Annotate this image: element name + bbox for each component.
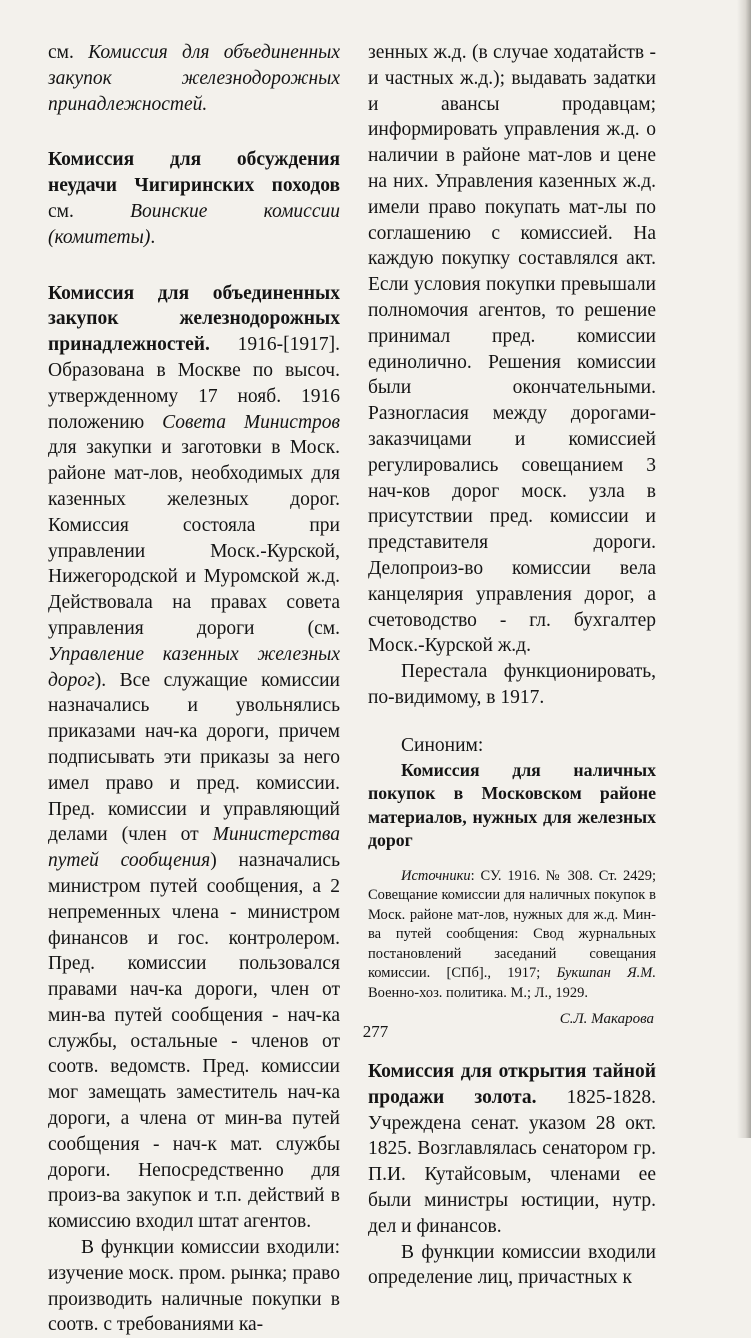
entry-paragraph: В функции комиссии входили определение лиц, причастных к [368,1241,656,1289]
entry-title: Комиссия для обсуждения неудачи Чигиринских походов [48,149,340,197]
sources-author: Букшпан Я.М. [556,965,656,982]
sources-text: : СУ. 1916. № 308. Ст. 2429; Совещание комиссии для наличных покупок в Моск. районе мат-лов, нужных для ж.д. Мин-ва путей сообщения: Свод журнальных постановлений заседаний совещания комиссии. [СПб]., 1917; [368,867,656,982]
entry-text: ) назначались министром путей сообщения, а 2 непременных члена - министром финансов и гос. контролером. Пред. комиссии пользовался правами нач-ка дороги, член от мин-ва путей сообщения - нач-ка службы, остальные - членов от соотв. ведомств. Пред. комиссии мог замещать заместитель нач-ка дороги, а члена от мин-ва путей сообщения - нач-к мат. службы дороги. Непосредственно для произ-ва закупок и т.п. действий в комиссию входил штат агентов. [48,850,340,1233]
entry-text: см. [48,42,89,63]
synonym-label: Синоним: [401,734,484,756]
entry-ref: Министерства путей сообщения [48,824,340,872]
entry-paragraph: В функции комиссии входили: изучение моск. пром. рынка; право производить наличные покупки в соотв. с требованиями ка- [48,1237,340,1336]
entry-text: . [150,226,156,248]
sources-text: Военно-хоз. политика. М.; Л., 1929. [368,984,588,1001]
right-column [368,40,656,1291]
entry-text: для закупки и заготовки в Моск. районе мат-лов, необходимых для казенных железных дорог. Комиссия состояла при управлении Моск.-Курской, Нижегородской и Муромской ж.д. Действовала на правах совета управления дороги (см. [48,437,340,639]
scan-edge-shadow [737,0,751,1138]
entry-see-link: Воинские комиссии (комитеты) [48,200,340,248]
page-number: 277 [362,1022,389,1041]
synonym-title: Комиссия для наличных покупок в Московском районе материалов, нужных для железных дорог [368,759,656,851]
entry-title: Комиссия для объединенных закупок железнодорожных принадлежностей. [48,282,340,356]
entry-gold-sale [368,1059,656,1240]
entry-text: см. [48,200,131,222]
entry-ref: Совета Министров [162,411,340,433]
left-column [48,40,340,1338]
entry-cross-reference [48,40,340,117]
sources-block [368,867,656,1004]
entry-text: 1916-[1917]. Образована в Москве по высоч. утвержденному 17 нояб. 1916 положению [48,334,340,433]
article-author: С.Л. Макарова [559,1011,654,1028]
entry-text: 1825-1828. Учреждена сенат. указом 28 окт. 1825. Возглавлялась сенатором гр. П.И. Кутайсовым, членами ее были министры юстиции, нутр. дел и финансов. [368,1086,656,1237]
entry-paragraph: зенных ж.д. (в случае ходатайств - и частных ж.д.); выдавать задатки и авансы продавцам; информировать управления ж.д. о наличии в районе мат-лов и цене на них. Управления казенных ж.д. имели право покупать мат-лы по соглашению с комиссией. На каждую покупку составлялся акт. Если условия покупки превышали полномочия агентов, то решение принимал пред. комиссии единолично. Решения комиссии были окончательными. Разногласия между дорогами-заказчицами и комиссией регулировались совещанием 3 нач-ков дорог моск. узла в присутствии пред. комиссии и представителя дороги. Делопроиз-во комиссии вела канцелярия управления дорог, а счетоводство - гл. бухгалтер Моск.-Курской ж.д. [368,42,656,657]
entry-paragraph: Перестала функционировать, по-видимому, в 1917. [368,661,656,708]
entry-joint-purchases [48,281,340,1235]
entry-chigirin [48,147,340,250]
entry-title: Комиссия для открытия тайной продажи золота. [368,1061,656,1108]
entry-text: ). Все служащие комиссии назначались и увольнялись приказами нач-ка дороги, причем подписывать эти приказы за него имел право и пред. комиссии. Пред. комиссии и управляющий делами (член от [48,669,340,846]
entry-see-link: Комиссия для объединенных закупок железнодорожных принадлежностей. [48,42,340,115]
sources-label: Источники [401,867,471,884]
entry-ref: Управление казенных железных дорог [48,643,340,691]
